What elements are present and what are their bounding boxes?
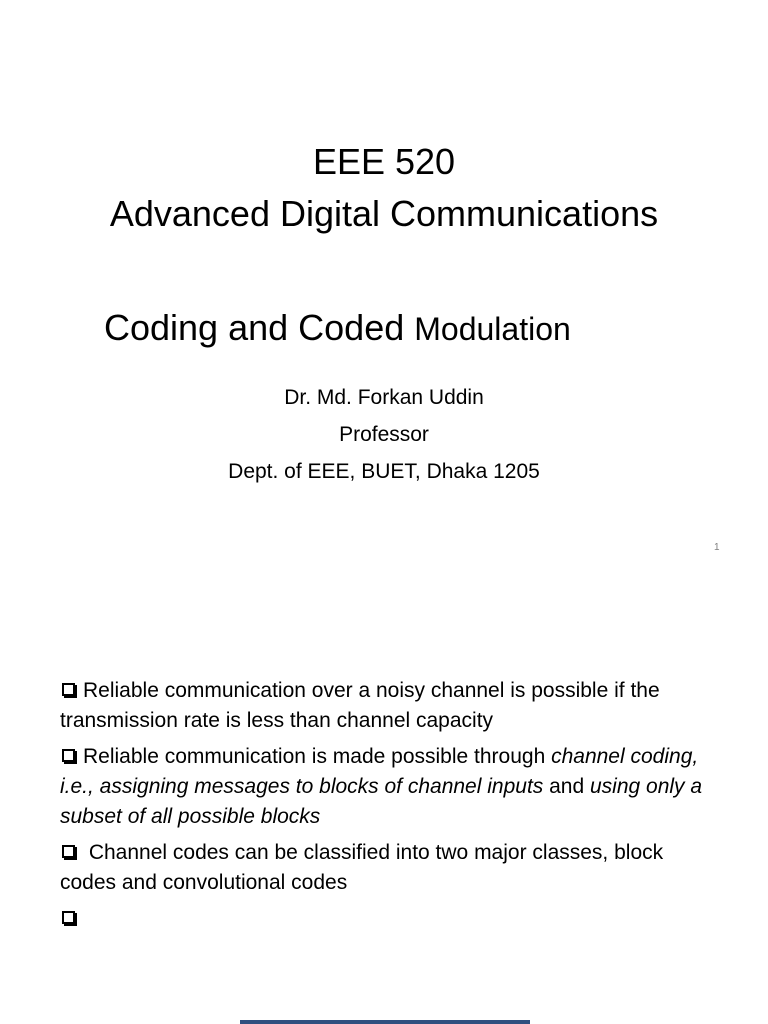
- bullet-item-1: [60, 676, 720, 736]
- author-name: Dr. Md. Forkan Uddin: [284, 386, 484, 409]
- bullet-text-3: Channel codes can be classified into two major classes, block codes and convolutional codes: [60, 841, 664, 894]
- page-number: 1: [714, 542, 720, 553]
- author-block: [0, 382, 768, 493]
- author-department: Dept. of EEE, BUET, Dhaka 1205: [228, 460, 540, 483]
- bullet-text-2a: Reliable communication is made possible through: [83, 745, 552, 768]
- bullet-list: [60, 676, 720, 940]
- bullet-text-2c: and: [543, 775, 590, 798]
- bullet-text-2d: using only a subset of all possible blocks: [60, 775, 703, 828]
- course-code: EEE 520: [312, 141, 456, 182]
- content-slide: [0, 640, 768, 1024]
- checkbox-bullet-icon: [62, 683, 75, 696]
- bullet-text-2b: channel coding, i.e., assigning messages to blocks of channel inputs: [60, 745, 699, 798]
- bullet-text-1: Reliable communication over a noisy channel is possible if the transmission rate is less than channel capacity: [60, 679, 660, 732]
- checkbox-bullet-icon: [62, 749, 75, 762]
- accent-bar: [240, 1020, 530, 1024]
- course-title: Advanced Digital Communications: [109, 193, 659, 234]
- topic-title-part1: Coding and Coded: [104, 307, 405, 348]
- topic-title-part2: Modulation: [414, 311, 571, 347]
- bullet-item-4: [60, 904, 720, 934]
- topic-title: [104, 306, 704, 351]
- checkbox-bullet-icon: [62, 911, 75, 924]
- author-position: Professor: [339, 423, 429, 446]
- checkbox-bullet-icon: [62, 845, 75, 858]
- bullet-item-3: [60, 838, 720, 898]
- bullet-item-2: [60, 742, 720, 832]
